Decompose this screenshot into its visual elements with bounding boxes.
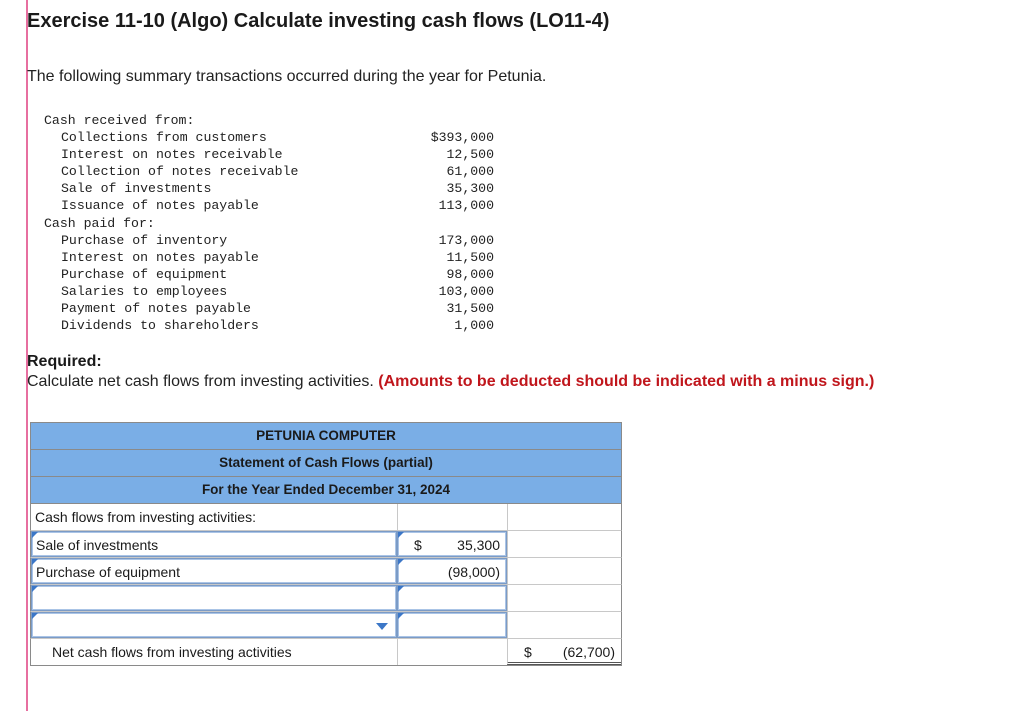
row-label-input[interactable]: Purchase of equipment <box>31 558 397 584</box>
section-total-cell <box>507 504 621 530</box>
statement-name: Statement of Cash Flows (partial) <box>30 450 622 477</box>
statement-company: PETUNIA COMPUTER <box>30 422 622 450</box>
input-marker-icon <box>398 559 404 565</box>
row-total-cell <box>507 585 621 611</box>
required-instruction: Calculate net cash flows from investing activities. <box>27 373 374 390</box>
input-marker-icon <box>398 586 404 592</box>
total-amount-cell <box>397 639 507 665</box>
total-value-cell: $ (62,700) <box>507 639 621 665</box>
row-label-input[interactable] <box>31 585 397 611</box>
table-row <box>30 585 622 612</box>
required-heading: Required: <box>27 353 102 370</box>
total-label: Net cash flows from investing activities <box>52 644 292 660</box>
input-marker-icon <box>398 532 404 538</box>
row-amount-input[interactable]: (98,000) <box>397 558 507 584</box>
input-marker-icon <box>32 586 38 592</box>
required-text <box>27 373 874 391</box>
row-amount-input[interactable] <box>397 585 507 611</box>
dropdown-arrow-icon[interactable] <box>376 623 388 630</box>
table-row <box>30 612 622 639</box>
required-note: (Amounts to be deducted should be indicated with a minus sign.) <box>378 373 875 390</box>
table-row <box>30 558 622 585</box>
row-total-cell <box>507 531 621 557</box>
received-header: Cash received from: <box>44 113 195 128</box>
table-row <box>30 531 622 558</box>
input-marker-icon <box>398 613 404 619</box>
input-marker-icon <box>32 613 38 619</box>
input-marker-icon <box>32 559 38 565</box>
section-row <box>30 504 622 531</box>
row-total-cell <box>507 558 621 584</box>
paid-header: Cash paid for: <box>44 215 155 231</box>
section-amount-cell <box>397 504 507 530</box>
row-amount-input[interactable]: $ 35,300 <box>397 531 507 557</box>
total-row <box>30 639 622 666</box>
row-label-dropdown[interactable] <box>31 612 397 638</box>
input-marker-icon <box>32 532 38 538</box>
statement-period: For the Year Ended December 31, 2024 <box>30 477 622 504</box>
row-label-input[interactable]: Sale of investments <box>31 531 397 557</box>
row-total-cell <box>507 612 621 638</box>
exercise-title: Exercise 11-10 (Algo) Calculate investing cash flows (LO11-4) <box>27 10 610 32</box>
intro-text: The following summary transactions occurred during the year for Petunia. <box>27 68 547 85</box>
section-label: Cash flows from investing activities: <box>35 509 256 525</box>
cash-flow-statement <box>30 422 622 666</box>
row-amount-input[interactable] <box>397 612 507 638</box>
